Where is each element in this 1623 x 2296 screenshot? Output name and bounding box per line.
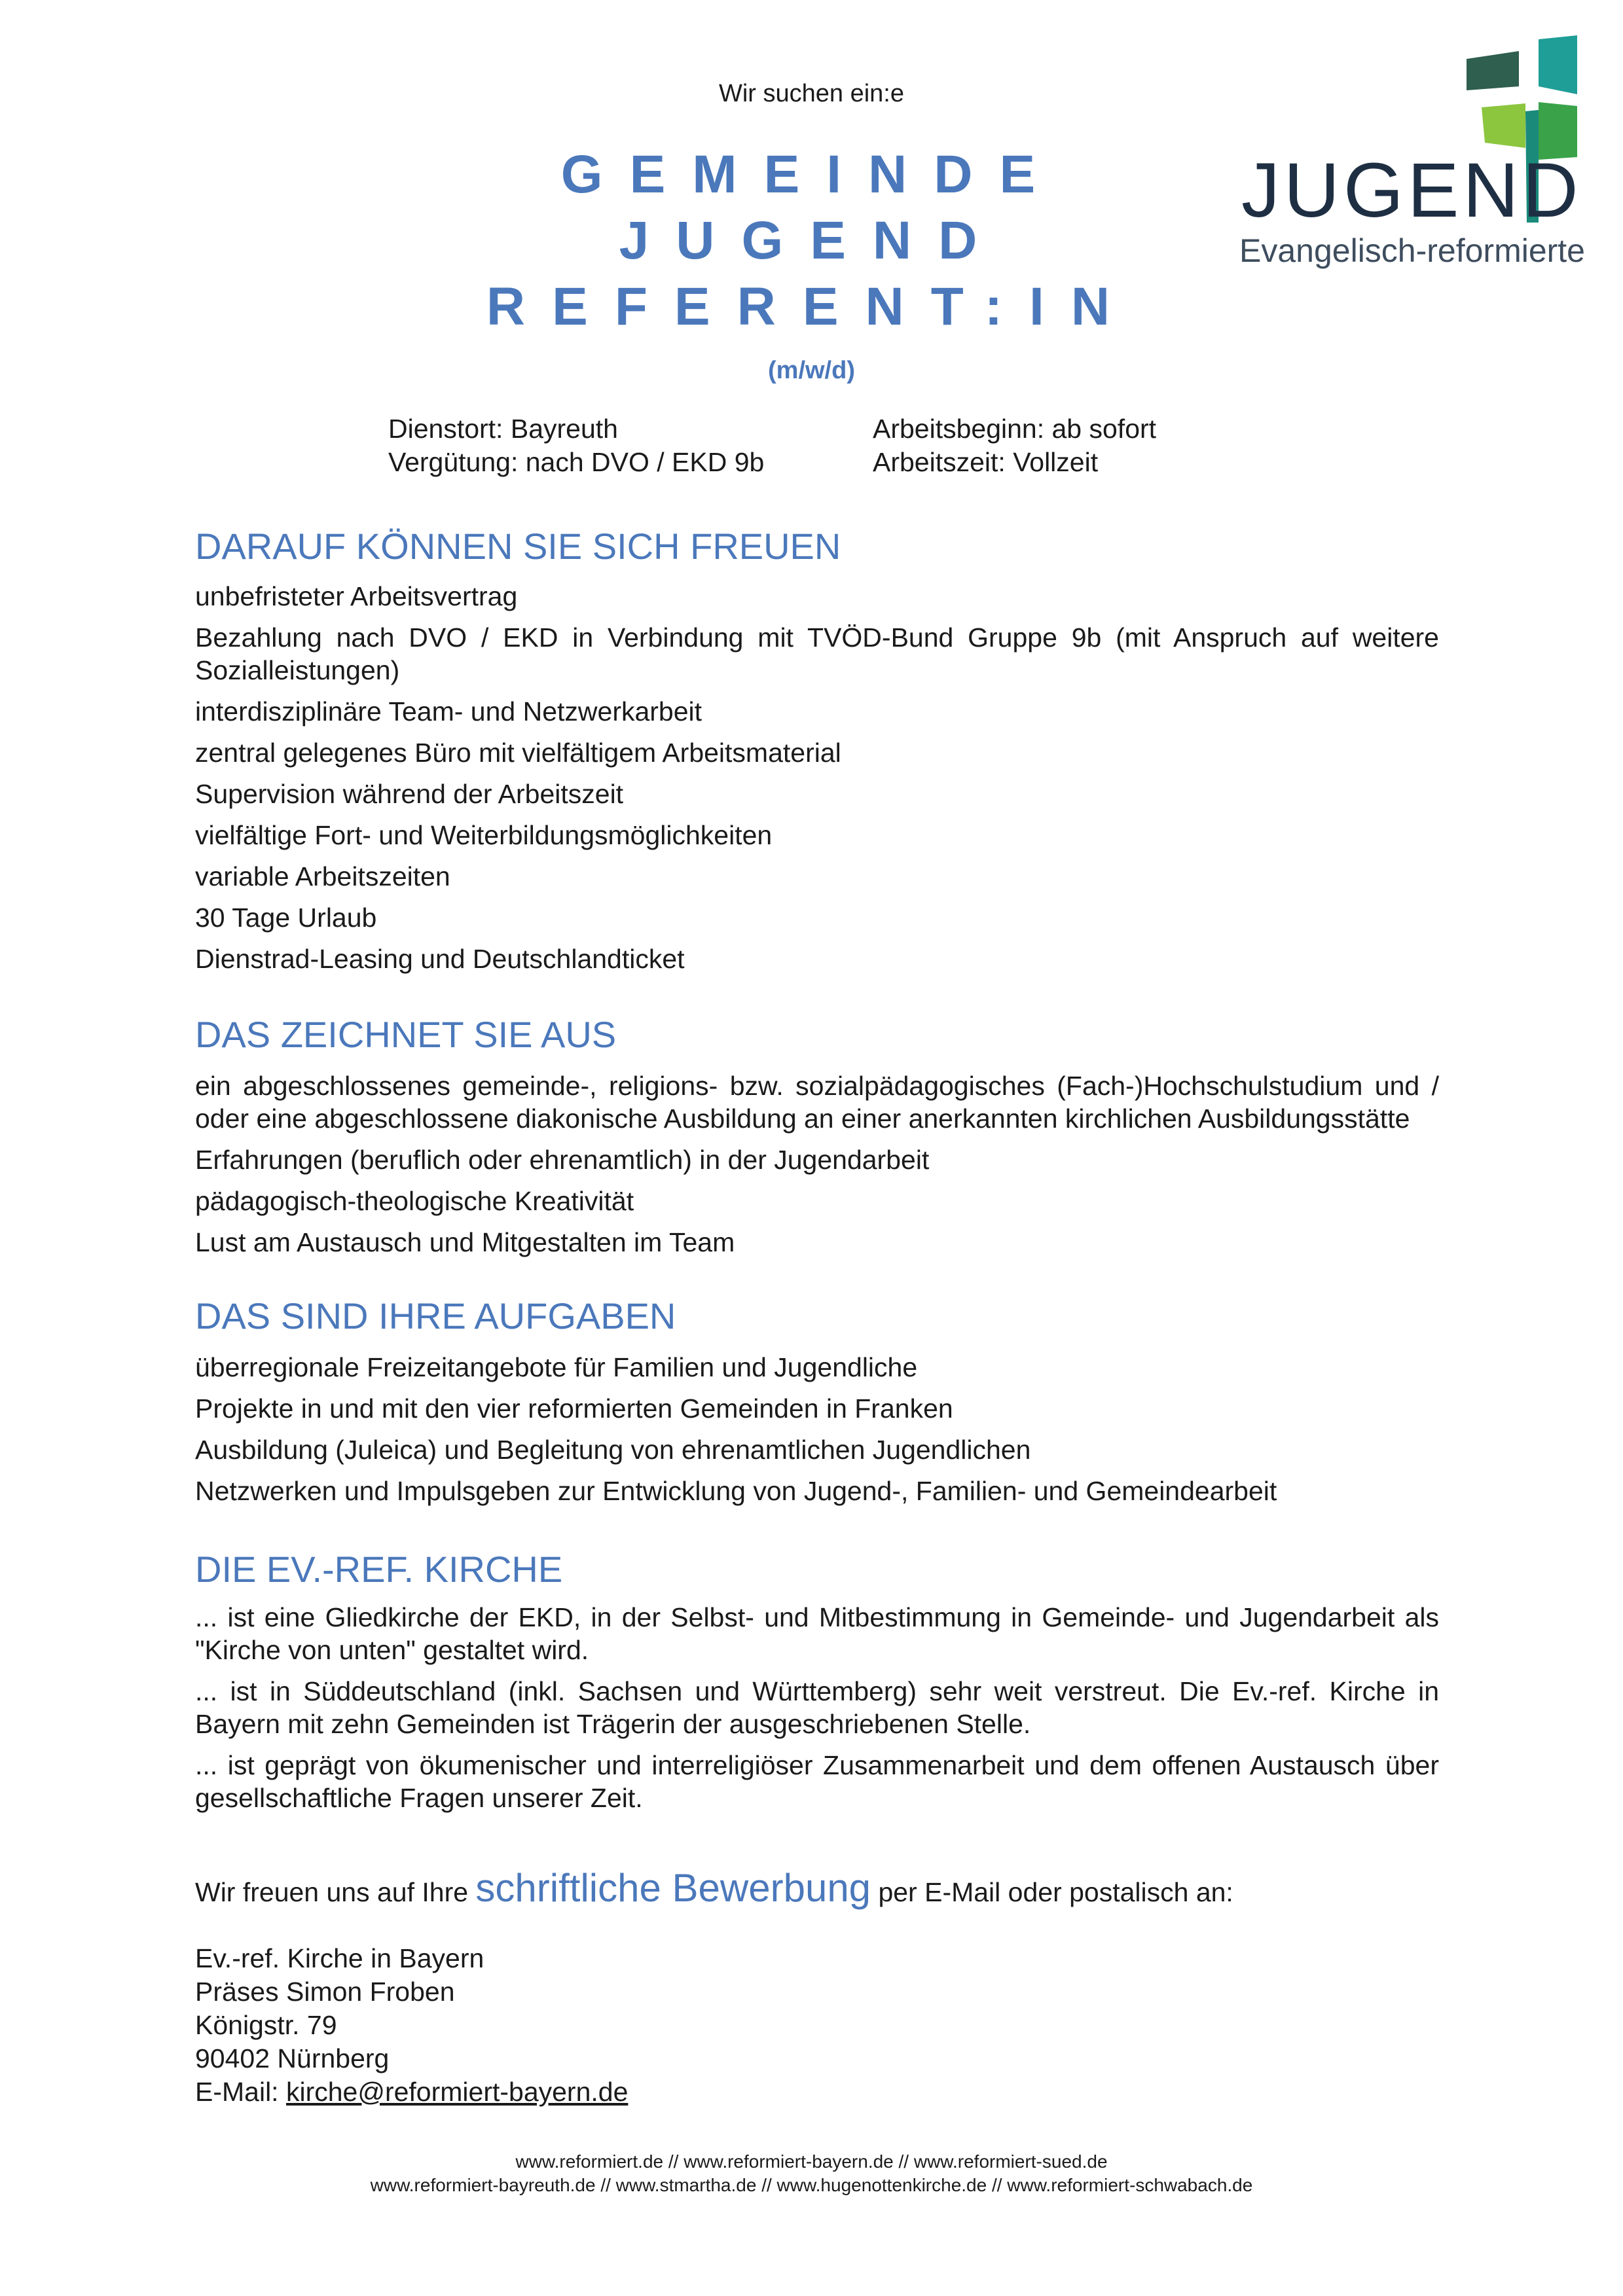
info-arbeitszeit: Arbeitszeit: Vollzeit bbox=[873, 447, 1099, 477]
logo-wordmark: JUGEND bbox=[1241, 147, 1582, 234]
address-street: Königstr. 79 bbox=[195, 2010, 337, 2040]
section-heading-church: DIE EV.-REF. KIRCHE bbox=[195, 1549, 563, 1590]
section-heading-benefits: DARAUF KÖNNEN SIE SICH FREUEN bbox=[195, 526, 841, 567]
list-item: Erfahrungen (beruflich oder ehrenamtlich) in der Jugendarbeit bbox=[195, 1145, 930, 1175]
list-item: Bezahlung nach DVO / EKD in Verbindung mit TVÖD-Bund Gruppe 9b (mit Anspruch auf weitere Sozialleistungen) bbox=[195, 622, 1439, 685]
list-item: ... ist eine Gliedkirche der EKD, in der Selbst- und Mitbestimmung in Gemeinde- und Jugendarbeit als "Kirche von unten" gestaltet wird. bbox=[195, 1602, 1439, 1665]
address-org: Ev.-ref. Kirche in Bayern bbox=[195, 1943, 484, 1973]
list-item: überregionale Freizeitangebote für Familien und Jugendliche bbox=[195, 1352, 918, 1382]
list-item: Netzwerken und Impulsgeben zur Entwicklung von Jugend-, Familien- und Gemeindearbeit bbox=[195, 1476, 1277, 1506]
list-item: vielfältige Fort- und Weiterbildungsmöglichkeiten bbox=[195, 820, 773, 850]
list-item: ... ist geprägt von ökumenischer und interreligiöser Zusammenarbeit und dem offenen Austausch über gesellschaftliche Fragen unserer Zeit. bbox=[195, 1750, 1439, 1813]
benefits-list bbox=[195, 580, 1439, 984]
list-item: Dienstrad-Leasing und Deutschlandticket bbox=[195, 944, 685, 974]
list-item: interdisziplinäre Team- und Netzwerkarbeit bbox=[195, 696, 702, 726]
email-label: E-Mail: bbox=[195, 2077, 286, 2107]
profile-list bbox=[195, 1069, 1439, 1267]
info-right bbox=[873, 412, 1156, 479]
application-text bbox=[195, 1865, 1233, 1915]
info-verguetung: Vergütung: nach DVO / EKD 9b bbox=[388, 447, 765, 477]
email-link[interactable]: kirche@reformiert-bayern.de bbox=[285, 2077, 629, 2107]
list-item: ein abgeschlossenes gemeinde-, religions- bzw. sozialpädagogisches (Fach-)Hochschulstudium und / oder eine abgeschlossene diakonische Ausbildung an einer anerkannten kirchlichen Ausbildungsstätte bbox=[195, 1071, 1439, 1134]
list-item: 30 Tage Urlaub bbox=[195, 903, 377, 933]
contact-address bbox=[195, 1942, 628, 2109]
title-line-1: GEMEINDE bbox=[560, 145, 1063, 204]
application-emphasis: schriftliche Bewerbung bbox=[475, 1866, 871, 1910]
info-dienstort: Dienstort: Bayreuth bbox=[388, 414, 618, 444]
application-suffix: per E-Mail oder postalisch an: bbox=[871, 1877, 1233, 1907]
application-prefix: Wir freuen uns auf Ihre bbox=[195, 1877, 476, 1907]
church-list bbox=[195, 1601, 1439, 1823]
list-item: zentral gelegenes Büro mit vielfältigem Arbeitsmaterial bbox=[195, 738, 841, 768]
intro-text: Wir suchen ein:e bbox=[718, 80, 904, 107]
logo-subtitle: Evangelisch-reformierte bbox=[1239, 232, 1585, 269]
list-item: unbefristeter Arbeitsvertrag bbox=[195, 581, 518, 611]
list-item: pädagogisch-theologische Kreativität bbox=[195, 1186, 634, 1216]
gender-note: (m/w/d) bbox=[768, 357, 855, 384]
footer-links-2: www.reformiert-bayreuth.de // www.stmartha.de // www.hugenottenkirche.de // www.reformiert-schwabach.de bbox=[370, 2175, 1253, 2195]
list-item: ... ist in Süddeutschland (inkl. Sachsen und Württemberg) sehr weit verstreut. Die Ev.-ref. Kirche in Bayern mit zehn Gemeinden ist Trägerin der ausgeschriebenen Stelle. bbox=[195, 1676, 1439, 1739]
section-heading-tasks: DAS SIND IHRE AUFGABEN bbox=[195, 1295, 676, 1336]
list-item: Supervision während der Arbeitszeit bbox=[195, 779, 624, 809]
title-line-3: REFERENT:IN bbox=[486, 277, 1137, 336]
address-email-line bbox=[195, 2075, 628, 2109]
info-left bbox=[388, 412, 764, 479]
tasks-list bbox=[195, 1351, 1439, 1516]
address-person: Präses Simon Froben bbox=[195, 1977, 455, 2007]
list-item: variable Arbeitszeiten bbox=[195, 861, 450, 891]
logo-shape-light-green bbox=[1482, 103, 1525, 148]
list-item: Ausbildung (Juleica) und Begleitung von ehrenamtlichen Jugendlichen bbox=[195, 1435, 1031, 1465]
address-city: 90402 Nürnberg bbox=[195, 2043, 390, 2073]
title-line-2: JUGEND bbox=[619, 211, 1004, 270]
footer-links-1: www.reformiert.de // www.reformiert-bayern.de // www.reformiert-sued.de bbox=[515, 2151, 1108, 2172]
list-item: Lust am Austausch und Mitgestalten im Team bbox=[195, 1227, 735, 1257]
info-arbeitsbeginn: Arbeitsbeginn: ab sofort bbox=[873, 414, 1157, 444]
list-item: Projekte in und mit den vier reformierten Gemeinden in Franken bbox=[195, 1393, 953, 1424]
section-heading-profile: DAS ZEICHNET SIE AUS bbox=[195, 1014, 617, 1055]
